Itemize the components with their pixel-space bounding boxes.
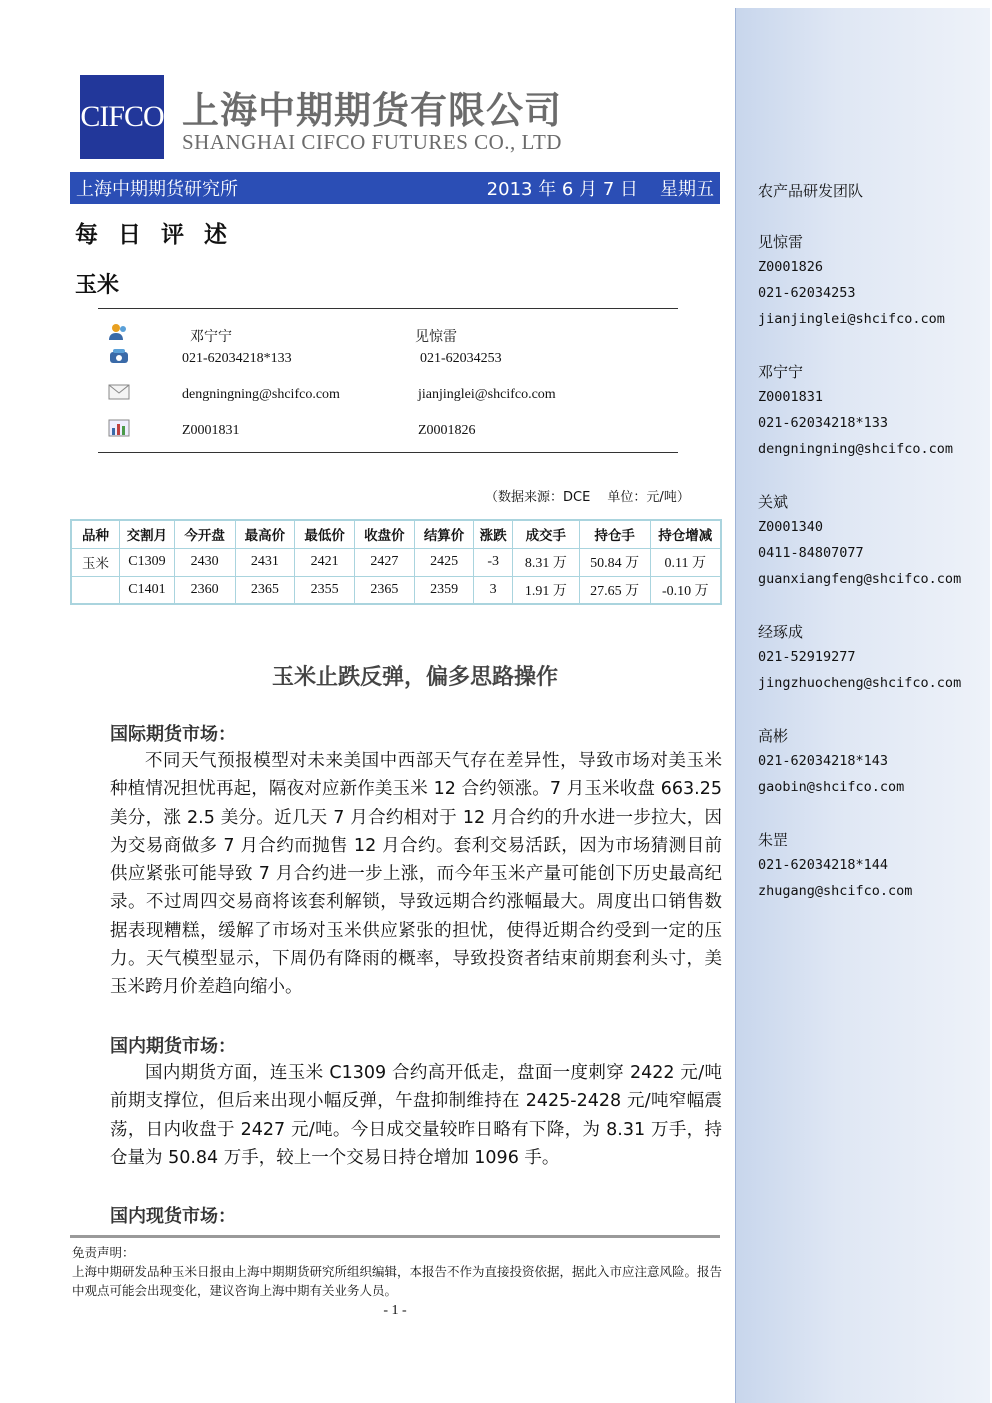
member-name: 关斌	[758, 493, 789, 511]
column-header: 最低价	[295, 520, 355, 548]
member-email[interactable]: zhugang@shcifco.com	[758, 883, 913, 899]
column-header: 品种	[71, 520, 120, 548]
column-header: 持仓手	[579, 520, 650, 548]
research-team-sidebar	[735, 8, 990, 1403]
team-member	[758, 360, 988, 462]
member-phone: 021-52919277	[758, 649, 856, 665]
column-header: 最高价	[235, 520, 295, 548]
table-cell: 2421	[295, 548, 355, 576]
table-row	[71, 576, 721, 604]
analyst-name: 邓宁宁	[190, 329, 232, 345]
member-phone: 021-62034253	[758, 285, 856, 301]
table-cell: 2431	[235, 548, 295, 576]
analyst-id: Z0001826	[418, 423, 476, 438]
column-header: 收盘价	[354, 520, 414, 548]
analyst-email[interactable]: dengningning@shcifco.com	[182, 387, 340, 402]
column-header: 今开盘	[174, 520, 235, 548]
member-name: 朱罡	[758, 831, 789, 849]
table-cell: 2365	[354, 576, 414, 604]
column-header: 成交手	[512, 520, 579, 548]
table-cell: 2360	[174, 576, 235, 604]
table-cell: 2365	[235, 576, 295, 604]
member-email[interactable]: dengningning@shcifco.com	[758, 441, 954, 457]
table-cell: 8.31 万	[512, 548, 579, 576]
disclaimer	[72, 1243, 722, 1300]
intl-market-paragraph: 不同天气预报模型对未来美国中西部天气存在差异性，导致市场对美玉米种植情况担忧再起，隔夜对应新作美玉米 12 合约领涨。7 月玉米收盘 663.25 美分，涨 2.5 美分。近几天 7 月合约相对于 12 月合约的升水进一步拉大，因为交易商做多 7 月合约而抛售 12 月合约。套利交易活跃，因为市场猜测目前供应紧张可能导致 7 月合约进一步上涨，而今年玉米产量可能创下历史最高纪录。不过周四交易商将该套利解锁，导致远期合约涨幅最大。周度出口销售数据表现糟糕，缓解了市场对玉米供应紧张的担忧，使得近期合约受到一定的压力。天气模型显示，下周仍有降雨的概率，导致投资者结束前期套利头寸，美玉米跨月价差趋向缩小。	[110, 751, 722, 998]
divider	[98, 452, 678, 453]
footer-divider	[70, 1235, 720, 1238]
table-cell: 2430	[174, 548, 235, 576]
table-cell: C1309	[120, 548, 175, 576]
company-name-en: SHANGHAI CIFCO FUTURES CO., LTD	[182, 130, 562, 154]
sidebar-heading: 农产品研发团队	[758, 182, 864, 200]
table-cell: 2427	[354, 548, 414, 576]
domestic-futures-heading: 国内期货市场：	[110, 1036, 236, 1057]
table-cell: 2425	[414, 548, 474, 576]
report-header-bar	[70, 172, 720, 204]
table-cell: 2359	[414, 576, 474, 604]
column-header: 持仓增减	[650, 520, 721, 548]
table-cell: -0.10 万	[650, 576, 721, 604]
analyst-phone: 021-62034253	[420, 351, 502, 366]
team-member	[758, 490, 988, 592]
section-title: 每 日 评 述	[75, 222, 234, 248]
team-member	[758, 230, 988, 332]
data-source-note: （数据来源：DCE 单位：元/吨）	[485, 490, 690, 505]
table-cell: 玉米	[71, 548, 120, 576]
member-phone: 021-62034218*133	[758, 415, 889, 431]
intl-market-heading: 国际期货市场：	[110, 724, 236, 745]
divider	[98, 308, 678, 309]
report-date: 2013 年 6 月 7 日	[486, 179, 638, 200]
member-phone: 021-62034218*143	[758, 753, 889, 769]
member-name: 见惊雷	[758, 233, 804, 251]
table-cell: -3	[474, 548, 512, 576]
column-header: 交割月	[120, 520, 175, 548]
phone-icon	[108, 347, 130, 369]
member-id: Z0001826	[758, 259, 824, 275]
table-cell: 3	[474, 576, 512, 604]
disclaimer-text: 上海中期研发品种玉米日报由上海中期期货研究所组织编辑，本报告不作为直接投资依据，据此入市应注意风险。报告中观点可能会出现变化，建议咨询上海中期有关业务人员。	[72, 1264, 723, 1298]
report-weekday: 星期五	[660, 179, 714, 200]
table-cell: C1401	[120, 576, 175, 604]
member-name: 邓宁宁	[758, 363, 804, 381]
member-name: 高彬	[758, 727, 789, 745]
team-member	[758, 724, 988, 800]
research-institute: 上海中期期货研究所	[76, 179, 238, 200]
table-cell: 2355	[295, 576, 355, 604]
member-id: Z0001831	[758, 389, 824, 405]
member-phone: 0411-84807077	[758, 545, 864, 561]
mail-icon	[108, 384, 130, 404]
member-email[interactable]: guanxiangfeng@shcifco.com	[758, 571, 962, 587]
member-name: 经琢成	[758, 623, 804, 641]
member-email[interactable]: jianjinglei@shcifco.com	[758, 311, 945, 327]
disclaimer-label: 免责声明：	[72, 1245, 135, 1260]
person-icon	[108, 322, 130, 346]
article-title: 玉米止跌反弹，偏多思路操作	[271, 665, 558, 690]
analyst-id: Z0001831	[182, 423, 240, 438]
chart-icon	[108, 419, 130, 441]
member-email[interactable]: gaobin@shcifco.com	[758, 779, 905, 795]
column-header: 涨跌	[474, 520, 512, 548]
table-cell: 50.84 万	[579, 548, 650, 576]
product-title: 玉米	[75, 273, 120, 298]
company-logo: CIFCO	[80, 75, 164, 159]
market-data-table	[70, 519, 722, 605]
page-number: - 1 -	[383, 1303, 407, 1318]
table-cell: 27.65 万	[579, 576, 650, 604]
table-header-row	[71, 520, 721, 548]
analyst-phone: 021-62034218*133	[182, 351, 292, 366]
table-cell: 1.91 万	[512, 576, 579, 604]
company-name-cn: 上海中期期货有限公司	[182, 89, 562, 132]
team-member	[758, 828, 988, 904]
member-email[interactable]: jingzhuocheng@shcifco.com	[758, 675, 962, 691]
analyst-name: 见惊雷	[415, 329, 457, 345]
member-phone: 021-62034218*144	[758, 857, 889, 873]
member-id: Z0001340	[758, 519, 824, 535]
table-cell	[71, 576, 120, 604]
column-header: 结算价	[414, 520, 474, 548]
domestic-spot-heading: 国内现货市场：	[110, 1206, 236, 1227]
analyst-email[interactable]: jianjinglei@shcifco.com	[418, 387, 556, 402]
domestic-futures-paragraph: 国内期货方面，连玉米 C1309 合约高开低走，盘面一度刺穿 2422 元/吨前期支撑位，但后来出现小幅反弹，午盘抑制维持在 2425-2428 元/吨窄幅震荡，日内收盘于 2427 元/吨。今日成交量较昨日略有下降，为 8.31 万手，持仓量为 50.84 万手，较上一个交易日持仓增加 1096 手。	[110, 1063, 722, 1168]
table-cell: 0.11 万	[650, 548, 721, 576]
table-row	[71, 548, 721, 576]
